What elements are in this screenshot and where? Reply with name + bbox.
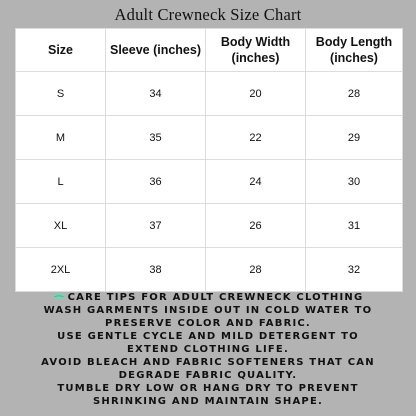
- cell-size: 2XL: [16, 248, 106, 292]
- care-tips-title: CARE TIPS FOR ADULT CREWNECK CLOTHING: [67, 292, 364, 303]
- cell-body-length: 32: [306, 248, 403, 292]
- care-tip-line: DEGRADE FABRIC QUALITY.: [118, 370, 298, 381]
- care-tip-line: SHRINKING AND MAINTAIN SHAPE.: [93, 396, 323, 407]
- care-tip-line: AVOID BLEACH AND FABRIC SOFTENERS THAT CAN: [41, 357, 375, 368]
- table-header-row: [16, 29, 403, 72]
- header-size: Size: [16, 29, 106, 72]
- cell-body-width: 20: [206, 72, 306, 116]
- header-body-length: Body Length (inches): [306, 29, 403, 72]
- cell-body-width: 24: [206, 160, 306, 204]
- cell-sleeve: 36: [106, 160, 206, 204]
- leaf-icon: [53, 292, 65, 301]
- header-body-width: Body Width (inches): [206, 29, 306, 72]
- size-chart-table: [15, 28, 403, 292]
- table-row: [16, 248, 403, 292]
- cell-body-width: 26: [206, 204, 306, 248]
- table-row: [16, 72, 403, 116]
- cell-body-width: 22: [206, 116, 306, 160]
- care-tips: [0, 291, 416, 408]
- cell-body-length: 29: [306, 116, 403, 160]
- cell-body-length: 28: [306, 72, 403, 116]
- cell-sleeve: 34: [106, 72, 206, 116]
- page-title: Adult Crewneck Size Chart: [114, 5, 302, 24]
- table-row: [16, 116, 403, 160]
- cell-body-width: 28: [206, 248, 306, 292]
- cell-size: S: [16, 72, 106, 116]
- table-row: [16, 204, 403, 248]
- care-tip-line: PRESERVE COLOR AND FABRIC.: [105, 318, 311, 329]
- cell-sleeve: 37: [106, 204, 206, 248]
- care-tip-line: EXTEND CLOTHING LIFE.: [127, 344, 289, 355]
- cell-size: XL: [16, 204, 106, 248]
- care-tips-heading: [0, 291, 416, 304]
- care-tip-line: WASH GARMENTS INSIDE OUT IN COLD WATER TO: [43, 305, 373, 316]
- care-tip-line: USE GENTLE CYCLE AND MILD DETERGENT TO: [57, 331, 359, 342]
- cell-body-length: 31: [306, 204, 403, 248]
- care-tip-line: TUMBLE DRY LOW OR HANG DRY TO PREVENT: [57, 383, 359, 394]
- cell-sleeve: 35: [106, 116, 206, 160]
- cell-sleeve: 38: [106, 248, 206, 292]
- table-row: [16, 160, 403, 204]
- cell-size: L: [16, 160, 106, 204]
- cell-body-length: 30: [306, 160, 403, 204]
- cell-size: M: [16, 116, 106, 160]
- header-sleeve: Sleeve (inches): [106, 29, 206, 72]
